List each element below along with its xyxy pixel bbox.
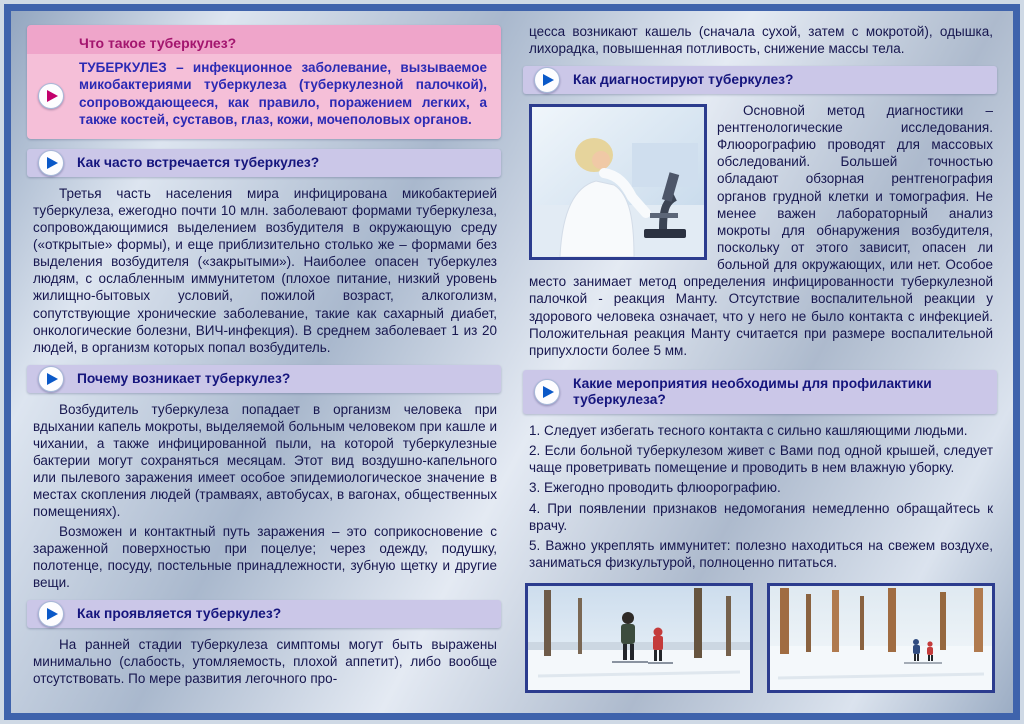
paragraph: Возможен и контактный путь заражения – это соприкосновение с зараженной поверхностью при поцелуе; через одежду, подушку, полотенце, посуду, постельные принадлежности, зубную щетку и другие вещи. bbox=[33, 523, 497, 590]
section-what-is-tuberculosis bbox=[27, 25, 501, 139]
section-header-bar bbox=[523, 370, 997, 414]
section-prevention bbox=[523, 370, 997, 571]
section-header bbox=[27, 25, 501, 54]
section-header-bar bbox=[523, 66, 997, 94]
section-title: Как диагностируют туберкулез? bbox=[573, 72, 794, 88]
list-item: 5. Важно укреплять иммунитет: полезно находиться на свежем воздухе, заниматься физкультурой, полноценно питаться. bbox=[529, 537, 993, 571]
section-body bbox=[27, 636, 501, 687]
section-symptoms bbox=[27, 600, 501, 687]
lab-microscope-photo bbox=[529, 104, 707, 260]
play-bullet-icon bbox=[534, 379, 560, 405]
play-triangle-icon bbox=[47, 90, 58, 102]
lab-photo-illustration bbox=[532, 107, 704, 257]
section-body bbox=[27, 185, 501, 356]
ski-photo-1-illustration bbox=[528, 586, 750, 690]
term-tuberculosis: ТУБЕРКУЛЕЗ bbox=[79, 60, 167, 75]
paragraph bbox=[79, 59, 487, 128]
section-title: Почему возникает туберкулез? bbox=[77, 371, 291, 387]
section-title: Какие мероприятия необходимы для профилактики туберкулеза? bbox=[573, 375, 932, 408]
section-title: Как проявляется туберкулез? bbox=[77, 606, 282, 622]
section-header-bar bbox=[27, 600, 501, 628]
paragraph: Основной метод диагностики – рентгенологические исследования. Флюорографию проводят для массовых обследований. Большей точностью обладают обзорная рентгенография органов грудной клетки и томография. Не менее важен лабораторный анализ мокроты для обнаружения возбудителя, поскольку от этого зависит, опасен ли больной для окружающих, или нет. Особое место занимает метод определения инфицированности туберкулезной палочкой - реакция Манту. Отсутствие воспалительной реакции у здорового человека означает, что у него не было контакта с инфекцией. Положительная реакция Манту считается при размере воспалительной припухлости более 5 мм. bbox=[529, 102, 993, 358]
list-item: 2. Если больной туберкулезом живет с Вами под одной крышей, следует чаще проветривать помещение и проводить в нем влажную уборку. bbox=[529, 443, 993, 476]
ski-photo-2-illustration bbox=[770, 586, 992, 690]
section-diagnosis bbox=[523, 66, 997, 361]
section-body bbox=[523, 422, 997, 571]
play-triangle-icon bbox=[47, 157, 58, 169]
list-item: 1. Следует избегать тесного контакта с сильно кашляющими людьми. bbox=[529, 423, 968, 439]
right-column bbox=[523, 23, 997, 703]
symptoms-continuation bbox=[523, 23, 997, 57]
section-header-bar bbox=[27, 149, 501, 177]
section-frequency bbox=[27, 149, 501, 356]
winter-ski-photo-1 bbox=[525, 583, 753, 693]
section-body bbox=[523, 102, 997, 361]
winter-photos-row bbox=[523, 583, 997, 693]
left-column bbox=[27, 23, 501, 703]
section-body bbox=[27, 54, 501, 139]
paragraph: На ранней стадии туберкулеза симптомы могут быть выражены минимально (слабость, утомляемость, плохой аппетит), либо вообще отсутствовать. По мере развития легочного про- bbox=[33, 636, 497, 686]
play-bullet-icon bbox=[38, 150, 64, 176]
brochure-page bbox=[4, 4, 1020, 720]
play-bullet-icon bbox=[534, 67, 560, 93]
paragraph-text: – инфекционное заболевание, вызываемое микобактериями туберкулеза (туберкулезной палочкой), сопровождающееся, как правило, поражением легких, а также костей, суставов, глаз, кожи, мочеполовых органов. bbox=[79, 60, 487, 127]
play-triangle-icon bbox=[47, 373, 58, 385]
list-item: 3. Ежегодно проводить флюорографию. bbox=[529, 480, 781, 496]
paragraph: Третья часть населения мира инфицирована микобактерией туберкулеза, ежегодно почти 10 млн. заболевают формами туберкулеза, сопровождающимися выделением возбудителя в окружающую среду («открытые» формы), и еще приблизительно столько же – формами без выделения возбудителя («закрытыми»). Наиболее опасен туберкулез людям, с ослабленным иммунитетом (плохое питание, низкий уровень жилищно-бытовых условий, пожилой возраст, алкоголизм, сопутствующие хронические заболевание, такие как сахарный диабет, онкологические болезни, ВИЧ-инфекция). В среднем заболевает 1 из 20 людей, в организм которых попал возбудитель. bbox=[33, 185, 497, 355]
play-bullet-icon bbox=[38, 366, 64, 392]
paragraph: Возбудитель туберкулеза попадает в организм человека при вдыхании капель мокроты, выделяемой больным человеком при кашле и чихании, а также инфицированной пыли, на которой туберкулезные бактерии могут сохраняться месяцам. Этот вид воздушно-капельного или пылевого заражения имеет особое эпидемиологическое значение в местах скопления людей (трамваях, автобусах, в вагонах, общественных помещениях). bbox=[33, 401, 497, 520]
section-title: Как часто встречается туберкулез? bbox=[77, 155, 320, 171]
section-body bbox=[27, 401, 501, 592]
play-triangle-icon bbox=[47, 608, 58, 620]
play-bullet-icon bbox=[38, 83, 64, 109]
list-item: 4. При появлении признаков недомогания немедленно обращайтесь к врачу. bbox=[529, 500, 993, 533]
winter-ski-photo-2 bbox=[767, 583, 995, 693]
section-header-bar bbox=[27, 365, 501, 393]
paragraph: цесса возникают кашель (сначала сухой, затем с мокротой), одышка, лихорадка, повышенная потливость, снижение массы тела. bbox=[529, 24, 993, 57]
section-title: Что такое туберкулез? bbox=[79, 35, 237, 51]
play-triangle-icon bbox=[543, 386, 554, 398]
play-bullet-icon bbox=[38, 601, 64, 627]
section-why-occurs bbox=[27, 365, 501, 591]
play-triangle-icon bbox=[543, 74, 554, 86]
